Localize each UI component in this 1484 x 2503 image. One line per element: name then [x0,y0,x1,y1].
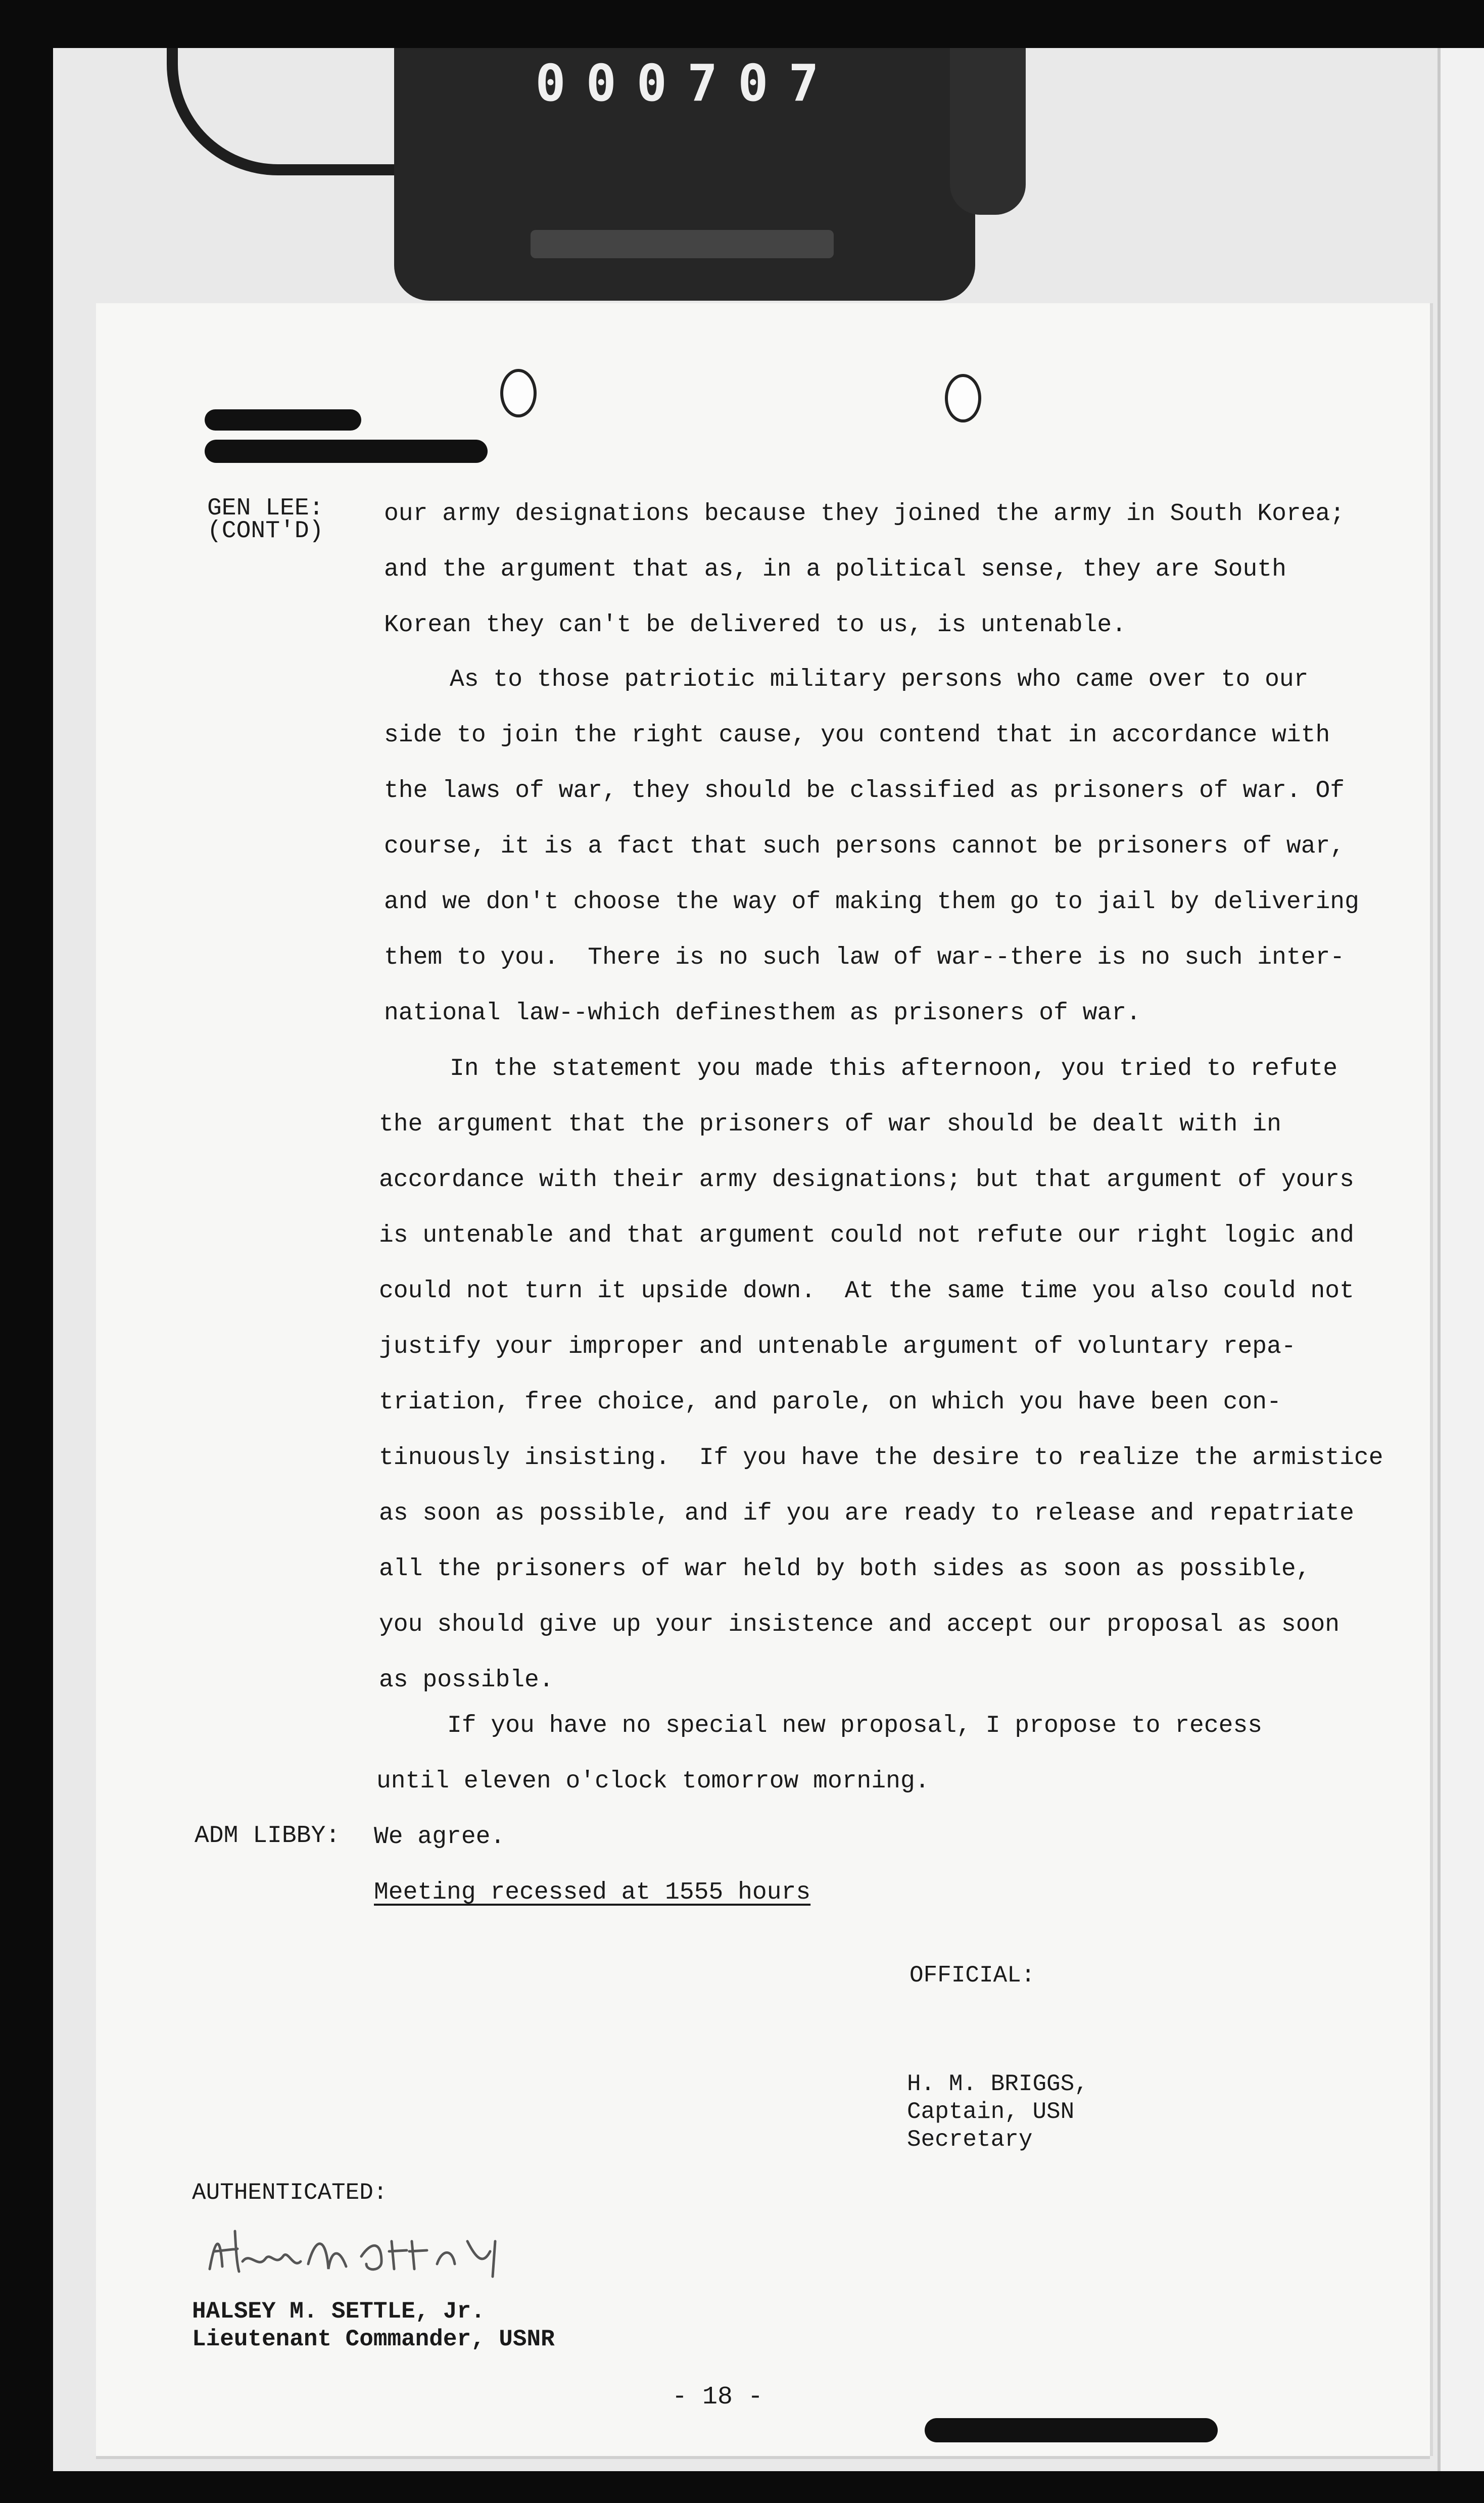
page-number: - 18 - [672,2383,763,2412]
paragraph-2 [384,652,1359,1041]
text-line: could not turn it upside down. At the same time you also could not [379,1278,1354,1305]
text-line: course, it is a fact that such persons cannot be prisoners of war, [384,833,1345,860]
text-line: all the prisoners of war held by both sides as soon as possible, [379,1555,1311,1583]
redaction-bar-footer [925,2418,1218,2442]
clip-knob [950,48,1026,215]
text-line: triation, free choice, and parole, on which you have been con- [379,1389,1281,1416]
text-line: them to you. There is no such law of war--there is no such inter- [384,944,1345,971]
official-title: Secretary [907,2127,1033,2153]
recess-note: Meeting recessed at 1555 hours [374,1879,811,1906]
text-line: the laws of war, they should be classified as prisoners of war. Of [384,777,1345,805]
speaker-adm-libby: ADM LIBBY: [195,1822,341,1850]
authenticator-rank: Lieutenant Commander, USNR [192,2326,555,2352]
text-line: As to those patriotic military persons who came over to our [450,666,1309,693]
paragraph-4 [376,1698,1336,1809]
redaction-bar-2 [205,440,488,463]
text-line: tinuously insisting. If you have the desire to realize the armistice [379,1444,1383,1472]
redaction-bar-1 [205,409,361,431]
frame-number: 000707 [535,54,839,113]
speaker-continued: (CONT'D) [207,517,324,545]
text-line: you should give up your insistence and accept our proposal as soon [379,1611,1340,1638]
clip-plate [531,230,834,258]
text-line: side to join the right cause, you contend that in accordance with [384,722,1330,749]
frame-number-stamp [515,56,859,111]
handwritten-signature [200,2221,513,2287]
paragraph-1 [384,486,1344,653]
text-line: and the argument that as, in a political sense, they are South [384,556,1286,583]
film-edge-strip [1438,48,1484,2471]
text-line: justify your improper and untenable argument of voluntary repa- [379,1333,1296,1360]
text-line: In the statement you made this afternoon, you tried to refute [450,1055,1338,1082]
text-line: the argument that the prisoners of war should be dealt with in [379,1111,1281,1138]
punch-hole-left [500,369,537,417]
paragraph-3 [379,1041,1383,1708]
official-rank: Captain, USN [907,2099,1075,2125]
authenticated-label: AUTHENTICATED: [192,2180,388,2206]
text-line: If you have no special new proposal, I propose to recess [447,1712,1263,1739]
text-line: as soon as possible, and if you are ready to release and repatriate [379,1500,1354,1527]
text-line: and we don't choose the way of making them go to jail by delivering [384,888,1359,916]
official-label: OFFICIAL: [909,1962,1035,1989]
text-line: accordance with their army designations; but that argument of yours [379,1166,1354,1194]
text-line: our army designations because they joined the army in South Korea; [384,500,1345,528]
text-line: is untenable and that argument could not refute our right logic and [379,1222,1354,1249]
authenticator-name: HALSEY M. SETTLE, Jr. [192,2298,485,2325]
text-line: until eleven o'clock tomorrow morning. [376,1768,930,1795]
speaker-gen-lee: GEN LEE: [207,495,324,522]
official-name: H. M. BRIGGS, [907,2071,1088,2097]
punch-hole-right [945,374,981,422]
text-line: as possible. [379,1667,554,1694]
text-line: national law--which definesthem as prisoners of war. [384,1000,1141,1027]
libby-reply: We agree. [374,1823,505,1851]
text-line: Korean they can't be delivered to us, is untenable. [384,611,1127,639]
